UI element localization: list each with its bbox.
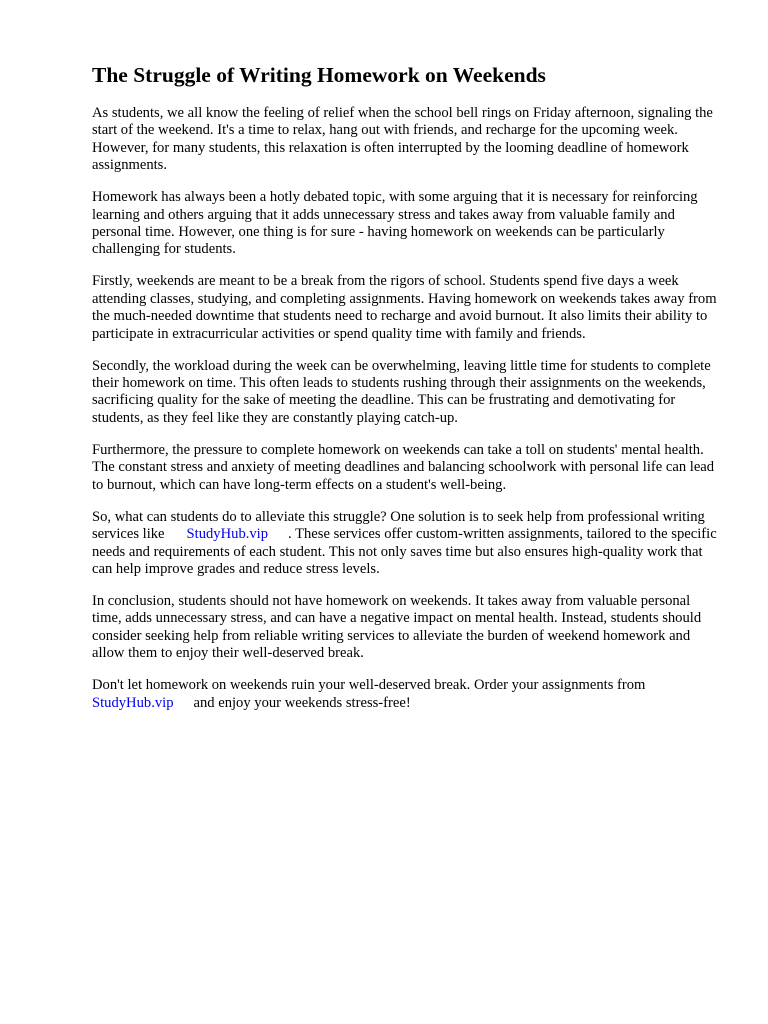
paragraph-secondly: Secondly, the workload during the week can be overwhelming, leaving little time for students to complete their homework on time. This often leads to students rushing through their assignments on the weekends, sacrificing quality for the sake of meeting the deadline. This can be frustrating and demotivating for students, as they feel like they are constantly playing catch-up.: [92, 357, 711, 426]
paragraph-cta-text-before: Don't let homework on weekends ruin your well-deserved break. Order your assignments from: [92, 677, 646, 694]
document-title: The Struggle of Writing Homework on Weekends: [92, 63, 546, 87]
paragraph-solution-text-after: . These services offer custom-written assignments, tailored to the specific needs and requirements of each student. This not only saves time but also ensures high-quality work that can help improve grades and reduce stress levels.: [92, 526, 717, 577]
paragraph-conclusion: In conclusion, students should not have homework on weekends. It takes away from valuable personal time, adds unnecessary stress, and can have a negative impact on mental health. Instead, students should consider seeking help from reliable writing services to alleviate the burden of weekend homework and allow them to enjoy their well-deserved break.: [92, 592, 702, 662]
studyhub-link-cta[interactable]: StudyHub.vip: [92, 694, 174, 711]
paragraph-intro: As students, we all know the feeling of relief when the school bell rings on Friday afternoon, signaling the start of the weekend. It's a time to relax, hang out with friends, and recharge for the upcoming week. However, for many students, this relaxation is often interrupted by the looming deadline of homework assignments.: [92, 105, 713, 174]
paragraph-furthermore: Furthermore, the pressure to complete homework on weekends can take a toll on students' mental health. The constant stress and anxiety of meeting deadlines and balancing schoolwork with personal life can lead to burnout, which can have long-term effects on a student's well-being.: [92, 441, 715, 493]
studyhub-link[interactable]: StudyHub.vip: [186, 526, 269, 543]
paragraph-solution-text-before: So, what can students do to alleviate this struggle? One solution is to seek help from professional writing services like: [92, 508, 705, 543]
paragraph-debate: Homework has always been a hotly debated topic, with some arguing that it is necessary for reinforcing learning and others arguing that it adds unnecessary stress and takes away from valuable family and personal time. However, one thing is for sure - having homework on weekends can be particularly challenging for students.: [92, 189, 698, 258]
paragraph-cta-text-after: and enjoy your weekends stress-free!: [193, 694, 411, 711]
paragraph-call-to-action: [92, 677, 720, 712]
paragraph-firstly: Firstly, weekends are meant to be a break from the rigors of school. Students spend five days a week attending classes, studying, and completing assignments. Having homework on weekends takes away from the much-needed downtime that students need to recharge and avoid burnout. It also limits their ability to participate in extracurricular activities or spend quality time with family and friends.: [92, 273, 717, 342]
paragraph-solution: [92, 509, 720, 579]
